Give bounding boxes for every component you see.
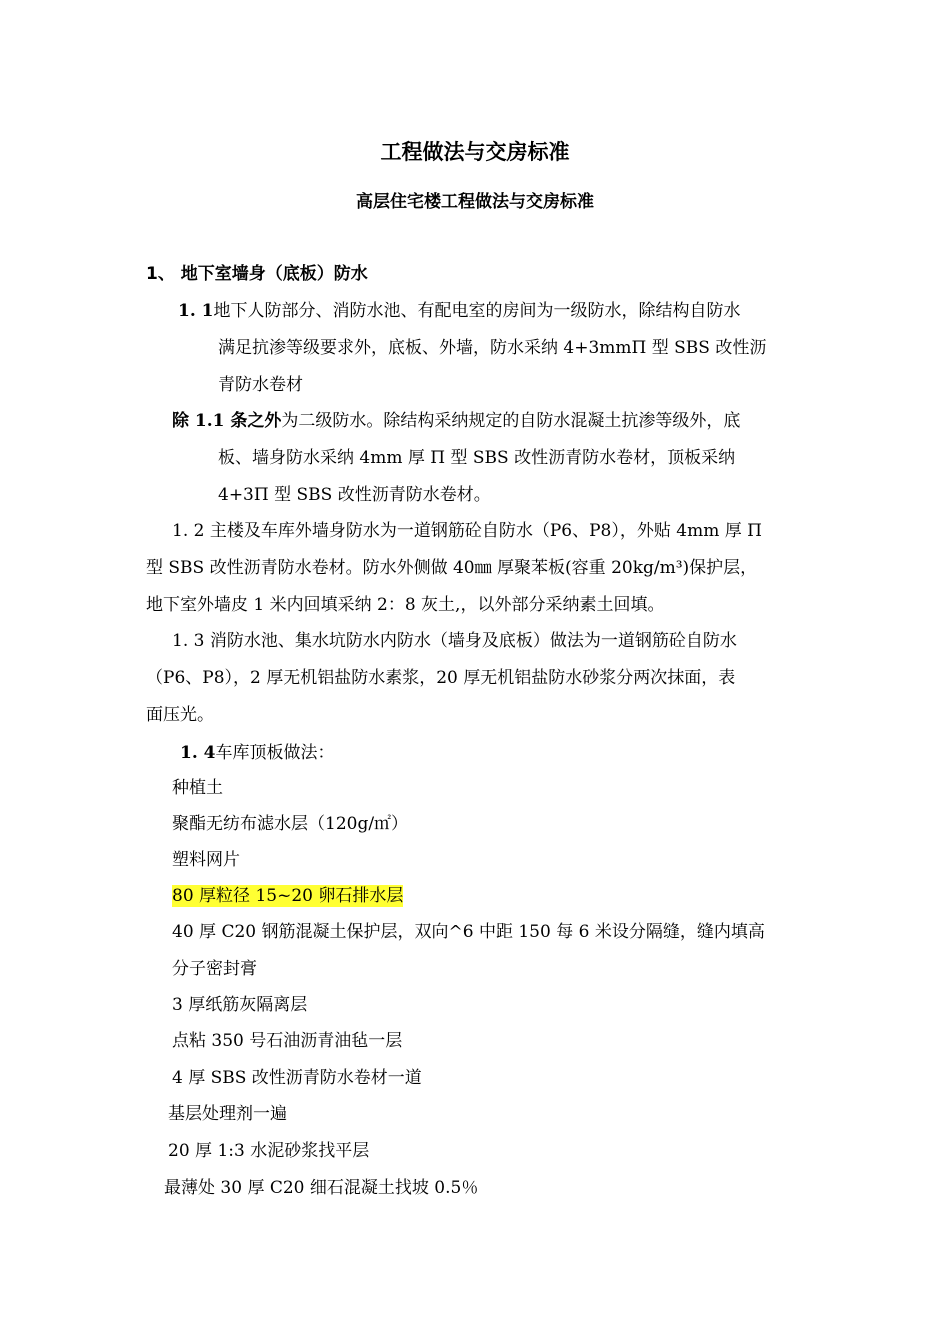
para-1-2-line-3: 地下室外墙皮 1 米内回填采纳 2：8 灰土,，以外部分采纳素土回填。 <box>146 595 665 615</box>
para-1-2-line-1: 1. 2 主楼及车库外墙身防水为一道钢筋砼自防水（P6、P8），外贴 4mm 厚 П <box>172 521 762 541</box>
layer-item: 塑料网片 <box>172 850 240 870</box>
document-title: 工程做法与交房标准 <box>380 140 570 164</box>
para-1-3-line-2: （P6、P8），2 厚无机铝盐防水素浆，20 厚无机铝盐防水砂浆分两次抹面，表 <box>146 668 736 688</box>
layer-item-highlighted: 80 厚粒径 15~20 卵石排水层 <box>172 886 404 906</box>
layer-item: 分子密封膏 <box>172 959 257 979</box>
para-1-3-line-3: 面压光。 <box>146 705 214 725</box>
layer-item: 点粘 350 号石油沥青油毡一层 <box>172 1031 403 1051</box>
para-other-bold: 除 1.1 条之外 <box>172 411 282 431</box>
document-subtitle: 高层住宅楼工程做法与交房标准 <box>356 192 594 212</box>
para-1-1-number: 1. 1 <box>178 301 214 321</box>
layer-item: 3 厚纸筋灰隔离层 <box>172 995 308 1015</box>
layer-item: 20 厚 1:3 水泥砂浆找平层 <box>168 1141 370 1161</box>
para-other-line-1 <box>172 410 740 432</box>
layer-item: 基层处理剂一遍 <box>168 1104 287 1124</box>
section-1-heading: 1、 地下室墙身（底板）防水 <box>146 264 368 284</box>
para-1-2-line-2: 型 SBS 改性沥青防水卷材。防水外侧做 40㎜ 厚聚苯板(容重 20kg/m³)保护层， <box>146 558 758 578</box>
para-1-1-line-2: 满足抗渗等级要求外，底板、外墙，防水采纳 4+3mmП 型 SBS 改性沥 <box>218 338 767 358</box>
para-1-1-line-1 <box>178 300 741 322</box>
para-other-text: 为二级防水。除结构采纳规定的自防水混凝土抗渗等级外，底 <box>281 411 741 431</box>
para-1-4-number: 1. 4 <box>180 743 216 763</box>
para-1-3-line-1: 1. 3 消防水池、集水坑防水内防水（墙身及底板）做法为一道钢筋砼自防水 <box>172 631 737 651</box>
para-1-1-line-3: 青防水卷材 <box>218 375 303 395</box>
para-1-4-heading <box>180 742 335 764</box>
para-1-1-text: 地下人防部分、消防水池、有配电室的房间为一级防水，除结构自防水 <box>213 301 741 321</box>
para-1-4-label: 车库顶板做法： <box>215 743 335 763</box>
layer-item: 聚酯无纺布滤水层（120g/㎡） <box>172 814 409 834</box>
para-other-line-3: 4+3П 型 SBS 改性沥青防水卷材。 <box>218 485 491 505</box>
layer-item: 最薄处 30 厚 C20 细石混凝土找坡 0.5％ <box>164 1178 479 1198</box>
layer-item: 40 厚 C20 钢筋混凝土保护层，双向^6 中距 150 每 6 米设分隔缝，缝内填高 <box>172 922 765 942</box>
para-other-line-2: 板、墙身防水采纳 4mm 厚 П 型 SBS 改性沥青防水卷材，顶板采纳 <box>218 448 736 468</box>
layer-item: 种植土 <box>172 778 223 798</box>
layer-item: 4 厚 SBS 改性沥青防水卷材一道 <box>172 1068 422 1088</box>
